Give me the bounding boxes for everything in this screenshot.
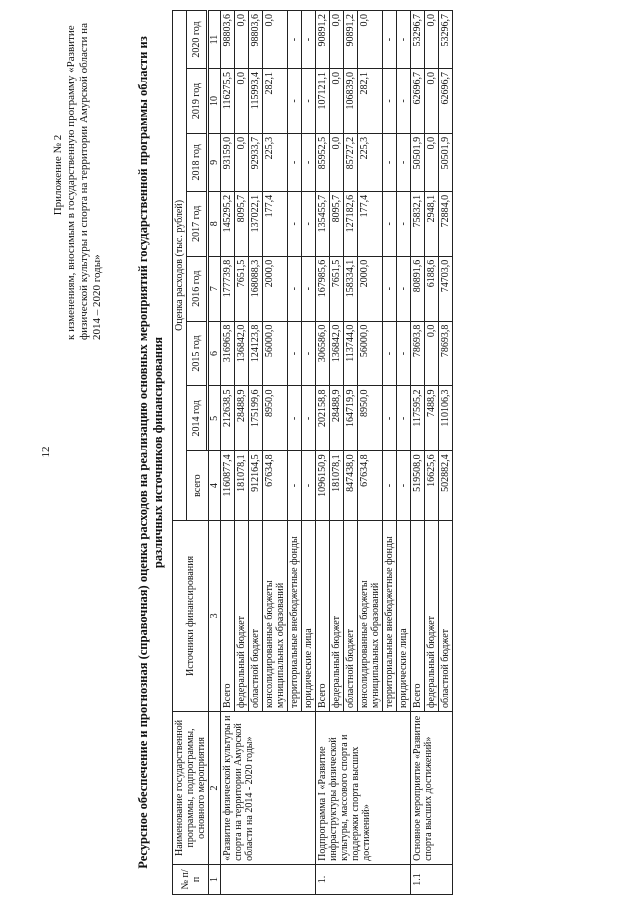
amount-cell: 0,0 bbox=[425, 69, 439, 134]
amount-cell: 502882,4 bbox=[439, 451, 453, 521]
amount-cell: - bbox=[383, 321, 397, 386]
amount-cell: 6188,6 bbox=[425, 256, 439, 321]
amount-cell: - bbox=[383, 133, 397, 191]
amount-cell: 282,1 bbox=[358, 69, 383, 134]
program-name: «Развитие физической культуры и спорта на территории Амурской области на 2014 - 2020 годы» bbox=[221, 711, 316, 864]
amount-cell: 0,0 bbox=[425, 11, 439, 69]
amount-cell: 28488,9 bbox=[235, 386, 249, 451]
amount-cell: 8950,0 bbox=[358, 386, 383, 451]
amount-cell: 53296,7 bbox=[411, 11, 425, 69]
amount-cell: 50501,9 bbox=[411, 133, 425, 191]
expenses-table bbox=[172, 10, 453, 895]
amount-cell: - bbox=[302, 386, 316, 451]
appendix-text: к изменениям, вносимым в государственную программу «Развитие физической культуры и спорта на территории Амурской области на 2014 – 2020 годы» bbox=[65, 23, 103, 340]
col-index-cell: 11 bbox=[209, 11, 221, 69]
amount-cell: 282,1 bbox=[263, 69, 288, 134]
amount-cell: - bbox=[302, 451, 316, 521]
amount-cell: 177,4 bbox=[263, 191, 288, 256]
amount-cell: 90891,2 bbox=[316, 11, 330, 69]
col-index-cell: 3 bbox=[209, 520, 221, 711]
amount-cell: 167985,6 bbox=[316, 256, 330, 321]
amount-cell: 92933,7 bbox=[249, 133, 263, 191]
expenses-table-wrap bbox=[172, 10, 453, 895]
col-index-cell: 10 bbox=[209, 69, 221, 134]
header-2018: 2018 год bbox=[187, 133, 207, 191]
col-index-cell: 4 bbox=[209, 451, 221, 521]
amount-cell: 8095,7 bbox=[235, 191, 249, 256]
table-body bbox=[209, 11, 453, 895]
header-source: Источники финансирования bbox=[173, 520, 209, 711]
funding-source: Всего bbox=[221, 520, 235, 711]
header-total: всего bbox=[187, 451, 209, 521]
amount-cell: 175199,6 bbox=[249, 386, 263, 451]
amount-cell: - bbox=[288, 133, 302, 191]
amount-cell: 56000,0 bbox=[263, 321, 288, 386]
amount-cell: 127182,6 bbox=[344, 191, 358, 256]
amount-cell: 168088,3 bbox=[249, 256, 263, 321]
funding-source: консолидированные бюджеты муниципальных образований bbox=[358, 520, 383, 711]
amount-cell: - bbox=[397, 133, 411, 191]
amount-cell: 181078,1 bbox=[235, 451, 249, 521]
table-row bbox=[411, 11, 425, 895]
amount-cell: 98803,6 bbox=[221, 11, 235, 69]
amount-cell: 0,0 bbox=[235, 69, 249, 134]
amount-cell: 75832,1 bbox=[411, 191, 425, 256]
amount-cell: 136842,0 bbox=[235, 321, 249, 386]
amount-cell: 136842,0 bbox=[330, 321, 344, 386]
funding-source: Всего bbox=[411, 520, 425, 711]
amount-cell: 8095,7 bbox=[330, 191, 344, 256]
funding-source: федеральный бюджет bbox=[235, 520, 249, 711]
amount-cell: 177,4 bbox=[358, 191, 383, 256]
amount-cell: - bbox=[288, 386, 302, 451]
header-2016: 2016 год bbox=[187, 256, 207, 321]
amount-cell: 62696,7 bbox=[439, 69, 453, 134]
amount-cell: 316965,8 bbox=[221, 321, 235, 386]
row-number: 1.1 bbox=[411, 864, 453, 894]
appendix-note bbox=[52, 10, 104, 340]
amount-cell: - bbox=[397, 69, 411, 134]
amount-cell: - bbox=[302, 133, 316, 191]
amount-cell: 16625,6 bbox=[425, 451, 439, 521]
col-index-cell: 6 bbox=[209, 321, 221, 386]
amount-cell: 98803,6 bbox=[249, 11, 263, 69]
amount-cell: 124123,8 bbox=[249, 321, 263, 386]
amount-cell: 28488,9 bbox=[330, 386, 344, 451]
amount-cell: - bbox=[397, 321, 411, 386]
amount-cell: 7651,5 bbox=[330, 256, 344, 321]
amount-cell: 1160877,4 bbox=[221, 451, 235, 521]
amount-cell: 306586,0 bbox=[316, 321, 330, 386]
appendix-title: Приложение № 2 bbox=[52, 134, 64, 216]
funding-source: федеральный бюджет bbox=[425, 520, 439, 711]
amount-cell: 0,0 bbox=[235, 11, 249, 69]
amount-cell: 78693,8 bbox=[411, 321, 425, 386]
amount-cell: 164719,9 bbox=[344, 386, 358, 451]
amount-cell: 0,0 bbox=[425, 133, 439, 191]
amount-cell: 1096150,9 bbox=[316, 451, 330, 521]
col-index-cell: 1 bbox=[209, 864, 221, 894]
amount-cell: - bbox=[397, 191, 411, 256]
amount-cell: - bbox=[383, 256, 397, 321]
amount-cell: - bbox=[302, 11, 316, 69]
amount-cell: 72884,0 bbox=[439, 191, 453, 256]
amount-cell: 2948,1 bbox=[425, 191, 439, 256]
amount-cell: 137022,1 bbox=[249, 191, 263, 256]
amount-cell: 62696,7 bbox=[411, 69, 425, 134]
amount-cell: 177739,8 bbox=[221, 256, 235, 321]
amount-cell: - bbox=[302, 256, 316, 321]
header-2015: 2015 год bbox=[187, 321, 207, 386]
amount-cell: 158334,1 bbox=[344, 256, 358, 321]
funding-source: областной бюджет bbox=[439, 520, 453, 711]
program-name: Основное мероприятие «Развитие спорта высших достижений» bbox=[411, 711, 453, 864]
table-row bbox=[316, 11, 330, 895]
amount-cell: - bbox=[288, 321, 302, 386]
amount-cell: 135455,7 bbox=[316, 191, 330, 256]
amount-cell: - bbox=[302, 321, 316, 386]
amount-cell: - bbox=[302, 191, 316, 256]
amount-cell: 912164,5 bbox=[249, 451, 263, 521]
funding-source: федеральный бюджет bbox=[330, 520, 344, 711]
header-num: № п/п bbox=[173, 864, 209, 894]
amount-cell: 113744,0 bbox=[344, 321, 358, 386]
amount-cell: 110106,3 bbox=[439, 386, 453, 451]
col-index-cell: 2 bbox=[209, 711, 221, 864]
amount-cell: 2000,0 bbox=[358, 256, 383, 321]
program-name: Подпрограмма I «Развитие инфраструктуры физической культуры, массового спорта и поддержки спорта высших достижений» bbox=[316, 711, 411, 864]
funding-source: территориальные внебюджетные фонды bbox=[383, 520, 397, 711]
amount-cell: 0,0 bbox=[235, 133, 249, 191]
amount-cell: - bbox=[288, 11, 302, 69]
amount-cell: 74703,0 bbox=[439, 256, 453, 321]
amount-cell: - bbox=[397, 256, 411, 321]
amount-cell: 0,0 bbox=[330, 69, 344, 134]
amount-cell: 225,3 bbox=[358, 133, 383, 191]
amount-cell: 107121,1 bbox=[316, 69, 330, 134]
amount-cell: 0,0 bbox=[358, 11, 383, 69]
amount-cell: - bbox=[397, 451, 411, 521]
page-number: 12 bbox=[40, 446, 52, 458]
amount-cell: 225,3 bbox=[263, 133, 288, 191]
funding-source: юридические лица bbox=[302, 520, 316, 711]
amount-cell: 78693,8 bbox=[439, 321, 453, 386]
header-2019: 2019 год bbox=[187, 69, 207, 134]
amount-cell: 50501,9 bbox=[439, 133, 453, 191]
amount-cell: - bbox=[288, 451, 302, 521]
amount-cell: 0,0 bbox=[330, 133, 344, 191]
amount-cell: - bbox=[288, 191, 302, 256]
amount-cell: - bbox=[383, 11, 397, 69]
funding-source: территориальные внебюджетные фонды bbox=[288, 520, 302, 711]
amount-cell: 85727,2 bbox=[344, 133, 358, 191]
amount-cell: 67634,8 bbox=[263, 451, 288, 521]
amount-cell: 7488,9 bbox=[425, 386, 439, 451]
document-heading: Ресурсное обеспечение и прогнозная (справочная) оценка расходов на реализацию основных мероприятий государственной программы области из различных источников финансирования bbox=[136, 36, 165, 869]
funding-source: областной бюджет bbox=[249, 520, 263, 711]
amount-cell: - bbox=[302, 69, 316, 134]
amount-cell: 202158,8 bbox=[316, 386, 330, 451]
funding-source: юридические лица bbox=[397, 520, 411, 711]
amount-cell: 115993,4 bbox=[249, 69, 263, 134]
amount-cell: 85952,5 bbox=[316, 133, 330, 191]
row-number: 1. bbox=[316, 864, 411, 894]
amount-cell: - bbox=[288, 69, 302, 134]
amount-cell: 2000,0 bbox=[263, 256, 288, 321]
col-index-cell: 7 bbox=[209, 256, 221, 321]
amount-cell: - bbox=[397, 386, 411, 451]
header-name: Наименование государственной программы, подпрограммы, основного мероприятия bbox=[173, 711, 209, 864]
col-index-cell: 8 bbox=[209, 191, 221, 256]
amount-cell: 847438,0 bbox=[344, 451, 358, 521]
amount-cell: 8950,0 bbox=[263, 386, 288, 451]
header-2014: 2014 год bbox=[187, 386, 207, 451]
amount-cell: 80891,6 bbox=[411, 256, 425, 321]
amount-cell: 519508,0 bbox=[411, 451, 425, 521]
amount-cell: - bbox=[383, 451, 397, 521]
amount-cell: 212638,5 bbox=[221, 386, 235, 451]
amount-cell: 56000,0 bbox=[358, 321, 383, 386]
header-estimate: Оценка расходов (тыс. рублей) bbox=[173, 11, 187, 521]
amount-cell: - bbox=[383, 191, 397, 256]
funding-source: Всего bbox=[316, 520, 330, 711]
amount-cell: 67634,8 bbox=[358, 451, 383, 521]
funding-source: консолидированные бюджеты муниципальных образований bbox=[263, 520, 288, 711]
col-index-cell: 5 bbox=[209, 386, 221, 451]
header-2020: 2020 год bbox=[187, 11, 207, 69]
row-number bbox=[221, 864, 316, 894]
table-row bbox=[221, 11, 235, 895]
amount-cell: 93159,0 bbox=[221, 133, 235, 191]
amount-cell: 106839,0 bbox=[344, 69, 358, 134]
amount-cell: 90891,2 bbox=[344, 11, 358, 69]
amount-cell: 0,0 bbox=[425, 321, 439, 386]
header-2017: 2017 год bbox=[187, 191, 207, 256]
amount-cell: - bbox=[383, 69, 397, 134]
amount-cell: 7651,5 bbox=[235, 256, 249, 321]
amount-cell: 0,0 bbox=[330, 11, 344, 69]
amount-cell: 116275,5 bbox=[221, 69, 235, 134]
column-index-row bbox=[209, 11, 221, 895]
amount-cell: 181078,1 bbox=[330, 451, 344, 521]
amount-cell: 53296,7 bbox=[439, 11, 453, 69]
col-index-cell: 9 bbox=[209, 133, 221, 191]
amount-cell: - bbox=[288, 256, 302, 321]
amount-cell: 145295,2 bbox=[221, 191, 235, 256]
amount-cell: 117595,2 bbox=[411, 386, 425, 451]
amount-cell: 0,0 bbox=[263, 11, 288, 69]
amount-cell: - bbox=[397, 11, 411, 69]
amount-cell: - bbox=[383, 386, 397, 451]
funding-source: областной бюджет bbox=[344, 520, 358, 711]
